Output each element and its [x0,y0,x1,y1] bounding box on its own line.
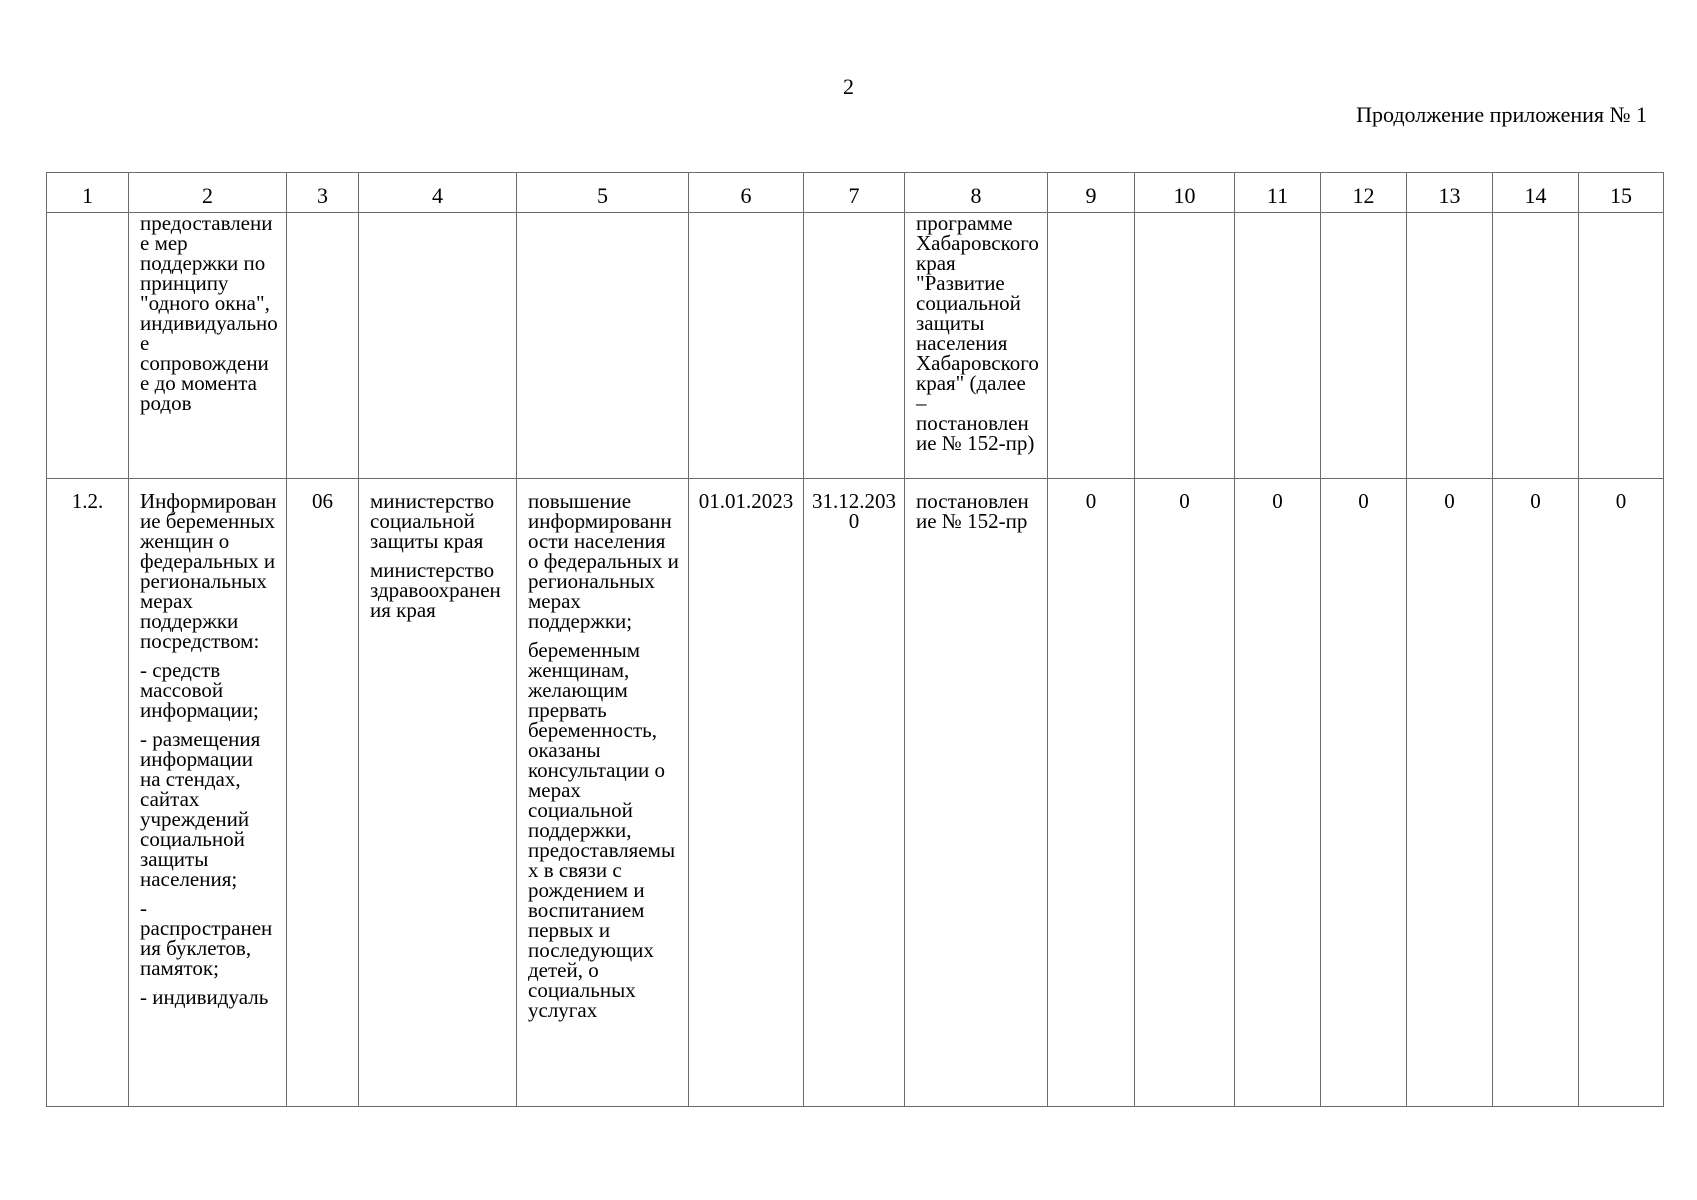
table-cell [905,479,1048,1107]
table-cell [359,479,517,1107]
measure-paragraph: - размещения информации на стендах, сайтах учреждений социальной защиты населения; [140,727,261,891]
table-cell [1048,213,1135,479]
table-cell [1235,479,1321,1107]
start-date: 01.01.2023 [698,489,794,513]
measure-paragraph: Информирование беременных женщин о федеральных и региональных мерах поддержки посредством: [140,489,277,653]
column-header: 12 [1321,173,1407,213]
table-cell [905,213,1048,479]
table-cell [1493,213,1579,479]
column-header: 5 [517,173,689,213]
column-header: 15 [1579,173,1664,213]
measure-description [129,479,286,1007]
legal-basis: постановление № 152-пр [916,489,1029,533]
measure-paragraph: - средств массовой информации; [140,658,259,722]
column-header: 11 [1235,173,1321,213]
table-cell [129,479,287,1107]
code-value: 06 [312,489,333,513]
value-cell: 0 [1358,489,1369,513]
table-cell [1321,213,1407,479]
table-header-row [47,173,1664,213]
table-cell [804,479,905,1107]
result-paragraph: повышение информированности населения о федеральных и региональных мерах поддержки; [528,489,679,633]
column-header: 8 [905,173,1048,213]
table-cell [1493,479,1579,1107]
measure-paragraph: - распространения буклетов, памяток; [140,896,273,980]
column-header: 13 [1407,173,1493,213]
table-cell [1407,213,1493,479]
result-paragraph: беременным женщинам, желающим прервать беременность, оказаны консультации о мерах социальной поддержки, предоставляемых в связи с рождением и воспитанием первых и последующих детей, о социальных услугах [528,638,676,1022]
page-number: 2 [843,74,854,99]
measure-paragraph: - индивидуаль [140,985,269,1009]
table-cell [689,213,804,479]
table-row-1-2 [47,479,1664,1107]
table-cell [1135,213,1235,479]
end-date: 31.12.2030 [812,489,896,533]
measure-description-continued: предоставление мер поддержки по принципу "одного окна", индивидуальное сопровождение до момента родов [140,212,278,415]
measures-table [46,172,1664,1107]
table-cell [47,213,129,479]
table-cell [1579,213,1664,479]
row-number: 1.2. [71,489,104,513]
value-cell: 0 [1530,489,1541,513]
table-row-continued [47,213,1664,479]
column-header: 4 [359,173,517,213]
table-cell [1135,479,1235,1107]
table-cell [129,213,287,479]
column-header: 2 [129,173,287,213]
table-cell [47,479,129,1107]
table-cell [359,213,517,479]
value-cell: 0 [1085,489,1097,513]
value-cell: 0 [1179,489,1190,513]
table-cell [287,479,359,1107]
column-header: 10 [1135,173,1235,213]
value-cell: 0 [1615,489,1627,513]
table-cell [1235,213,1321,479]
table-cell [517,213,689,479]
table-cell [517,479,689,1107]
value-cell: 0 [1444,489,1455,513]
table-cell [1407,479,1493,1107]
table-cell [804,213,905,479]
table-cell [1579,479,1664,1107]
continuation-title: Продолжение приложения № 1 [1356,102,1647,127]
executor-name: министерство социальной защиты края [370,489,495,553]
table-cell [1321,479,1407,1107]
column-header: 7 [804,173,905,213]
legal-basis-continued: программе Хабаровского края "Развитие социальной защиты населения Хабаровского края" (далее – постановление № 152-пр) [916,212,1039,455]
column-header: 1 [47,173,129,213]
column-header: 3 [287,173,359,213]
executor-name: министерство здравоохранения края [370,558,501,622]
column-header: 9 [1048,173,1135,213]
value-cell: 0 [1272,489,1283,513]
column-header: 14 [1493,173,1579,213]
table-cell [1048,479,1135,1107]
table-cell [287,213,359,479]
responsible-executors [359,479,516,620]
column-header: 6 [689,173,804,213]
table-cell [689,479,804,1107]
expected-result [517,479,688,1020]
